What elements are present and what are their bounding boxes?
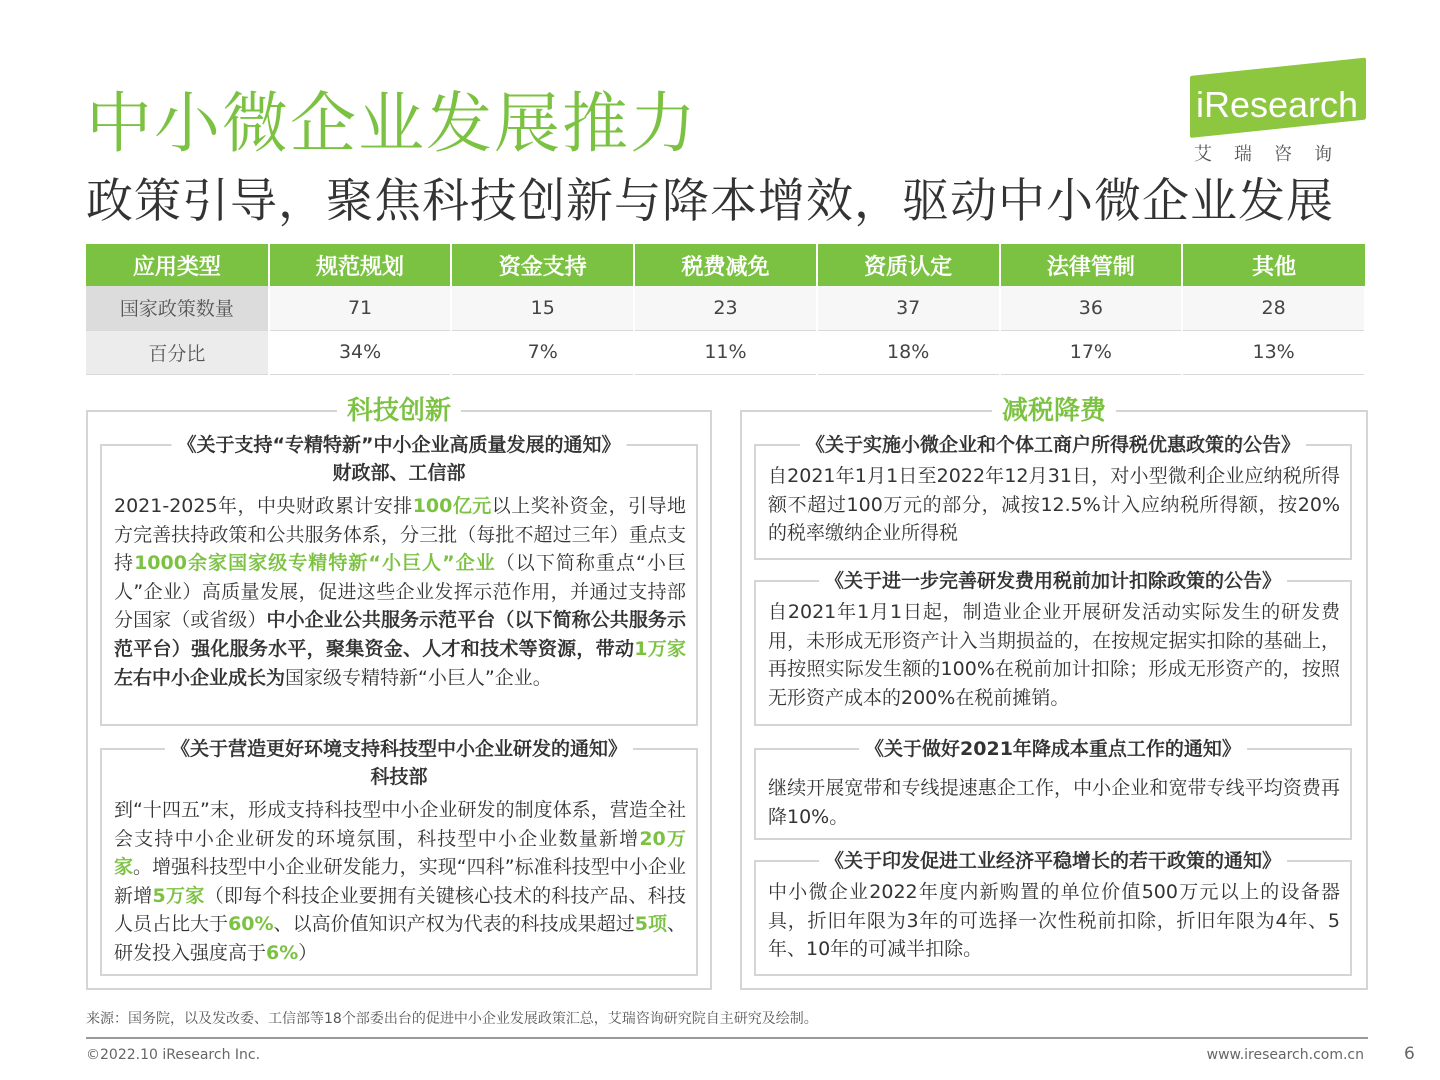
policy-card-body bbox=[114, 796, 686, 968]
header-cell: 其他 bbox=[1182, 244, 1365, 286]
row-label: 百分比 bbox=[86, 330, 269, 374]
highlight-text: 20万家 bbox=[114, 827, 686, 879]
header-cell: 法律管制 bbox=[1000, 244, 1183, 286]
highlight-text: 1万家 bbox=[634, 637, 686, 660]
table-cell: 15 bbox=[451, 286, 634, 330]
section-title: 减税降费 bbox=[992, 394, 1116, 428]
highlight-text: 5万家 bbox=[152, 884, 205, 907]
policy-card bbox=[754, 570, 1352, 726]
table-header-row bbox=[86, 244, 1365, 286]
policy-card-body bbox=[768, 462, 1340, 548]
table-cell: 37 bbox=[817, 286, 1000, 330]
table-cell: 7% bbox=[451, 330, 634, 374]
header-cell: 应用类型 bbox=[86, 244, 269, 286]
table-cell: 23 bbox=[634, 286, 817, 330]
table-cell: 17% bbox=[1000, 330, 1183, 374]
highlight-text: 100亿元 bbox=[412, 495, 492, 517]
highlight-text: 5项 bbox=[634, 913, 667, 936]
body-text: （以下简称重点“小巨人”企业）高质量发展，促进这些企业发挥示范作用，并通过支持部分国家（或省级） bbox=[114, 552, 686, 632]
table-cell: 36 bbox=[1000, 286, 1183, 330]
policy-card bbox=[754, 850, 1352, 976]
body-text: 自2021年1月1日起，制造业企业开展研发活动实际发生的研发费用，未形成无形资产计入当期损益的，在按规定据实扣除的基础上，再按照实际发生额的100%在税前加计扣除；形成无形资产的，按照无形资产成本的200%在税前摊销。 bbox=[768, 601, 1340, 709]
body-text: 到“十四五”末，形成支持科技型中小企业研发的制度体系，营造全社会支持中小企业研发的环境氛围，科技型中小企业数量新增 bbox=[114, 799, 686, 850]
table-cell: 28 bbox=[1182, 286, 1365, 330]
emphasis-text: 左右中小企业成长为 bbox=[114, 666, 286, 689]
highlight-text: 1000余家国家级专精特新“小巨人”企业 bbox=[134, 552, 496, 575]
emphasis-text: 中小企业公共服务示范平台（以下简称公共服务示范平台）强化服务水平，聚集资金、人才和技术等资源，带动 bbox=[114, 609, 686, 660]
header-cell: 规范规划 bbox=[269, 244, 452, 286]
header-cell: 资质认定 bbox=[817, 244, 1000, 286]
row-label: 国家政策数量 bbox=[86, 286, 269, 330]
policy-card bbox=[754, 434, 1352, 560]
table-row bbox=[86, 330, 1365, 374]
policy-department: 财政部、工信部 bbox=[332, 462, 466, 484]
policy-card bbox=[100, 738, 698, 976]
header-cell: 税费减免 bbox=[634, 244, 817, 286]
body-text: 中小微企业2022年度内新购置的单位价值500万元以上的设备器具，折旧年限为3年的可选择一次性税前扣除，折旧年限为4年、5年、10年的可减半扣除。 bbox=[768, 881, 1340, 961]
logo-wordmark: iResearch bbox=[1196, 84, 1359, 125]
policy-card-title: 《关于做好2021年降成本重点工作的通知》 bbox=[859, 736, 1247, 762]
website-link[interactable]: www.iresearch.com.cn bbox=[1206, 1047, 1364, 1063]
policy-card-title: 《关于营造更好环境支持科技型中小企业研发的通知》 bbox=[165, 736, 633, 762]
page-number: 6 bbox=[1404, 1044, 1415, 1064]
policy-card-title: 《关于印发促进工业经济平稳增长的若干政策的通知》 bbox=[819, 848, 1287, 874]
policy-department: 科技部 bbox=[370, 766, 428, 788]
body-text: 、研发投入强度高于 bbox=[114, 913, 686, 964]
body-text: 国家级专精特新“小巨人”企业。 bbox=[285, 666, 552, 689]
policy-table bbox=[86, 244, 1366, 375]
highlight-text: 60% bbox=[228, 913, 274, 936]
body-text: 、以高价值知识产权为代表的科技成果超过 bbox=[273, 913, 635, 936]
table-cell: 71 bbox=[269, 286, 452, 330]
policy-card-body bbox=[768, 774, 1340, 831]
page-subtitle: 政策引导，聚焦科技创新与降本增效，驱动中小微企业发展 bbox=[86, 174, 1334, 229]
body-text: 继续开展宽带和专线提速惠企工作，中小企业和宽带专线平均资费再降10%。 bbox=[768, 777, 1340, 828]
policy-card-title: 《关于进一步完善研发费用税前加计扣除政策的公告》 bbox=[819, 568, 1287, 594]
body-text: ） bbox=[298, 941, 318, 964]
body-text: 。增强科技型中小企业研发能力，实现“四科”标准科技型中小企业新增 bbox=[114, 856, 686, 907]
table-row bbox=[86, 286, 1365, 330]
page-title: 中小微企业发展推力 bbox=[86, 85, 698, 162]
footer-divider bbox=[86, 1037, 1368, 1039]
table-cell: 18% bbox=[817, 330, 1000, 374]
policy-card-title: 《关于支持“专精特新”中小企业高质量发展的通知》 bbox=[172, 432, 627, 458]
policy-card bbox=[100, 434, 698, 726]
policy-card bbox=[754, 738, 1352, 840]
body-text: 2021-2025年，中央财政累计安排 bbox=[114, 495, 413, 517]
policy-card-title: 《关于实施小微企业和个体工商户所得税优惠政策的公告》 bbox=[800, 432, 1306, 458]
body-text: 自2021年1月1日至2022年12月31日，对小型微利企业应纳税所得额不超过100万元的部分，减按12.5%计入应纳税所得额，按20%的税率缴纳企业所得税 bbox=[768, 465, 1340, 545]
table-cell: 34% bbox=[269, 330, 452, 374]
source-note: 来源：国务院，以及发改委、工信部等18个部委出台的促进中小企业发展政策汇总，艾瑞咨询研究院自主研究及绘制。 bbox=[86, 1011, 818, 1027]
policy-card-body bbox=[768, 878, 1340, 964]
iresearch-logo bbox=[1188, 76, 1368, 166]
table-cell: 13% bbox=[1182, 330, 1365, 374]
highlight-text: 6% bbox=[266, 941, 299, 964]
policy-card-body bbox=[768, 598, 1340, 712]
body-text: 以上奖补资金，引导地方完善扶持政策和公共服务体系，分三批（每批不超过三年）重点支持 bbox=[114, 495, 686, 575]
policy-card-body bbox=[114, 492, 686, 692]
body-text: （即每个科技企业要拥有关键核心技术的科技产品、科技人员占比大于 bbox=[114, 884, 686, 936]
section-title: 科技创新 bbox=[337, 394, 461, 428]
logo-subtitle: 艾瑞咨询 bbox=[1194, 144, 1354, 165]
copyright: ©2022.10 iResearch Inc. bbox=[86, 1047, 261, 1063]
header-cell: 资金支持 bbox=[451, 244, 634, 286]
table-cell: 11% bbox=[634, 330, 817, 374]
